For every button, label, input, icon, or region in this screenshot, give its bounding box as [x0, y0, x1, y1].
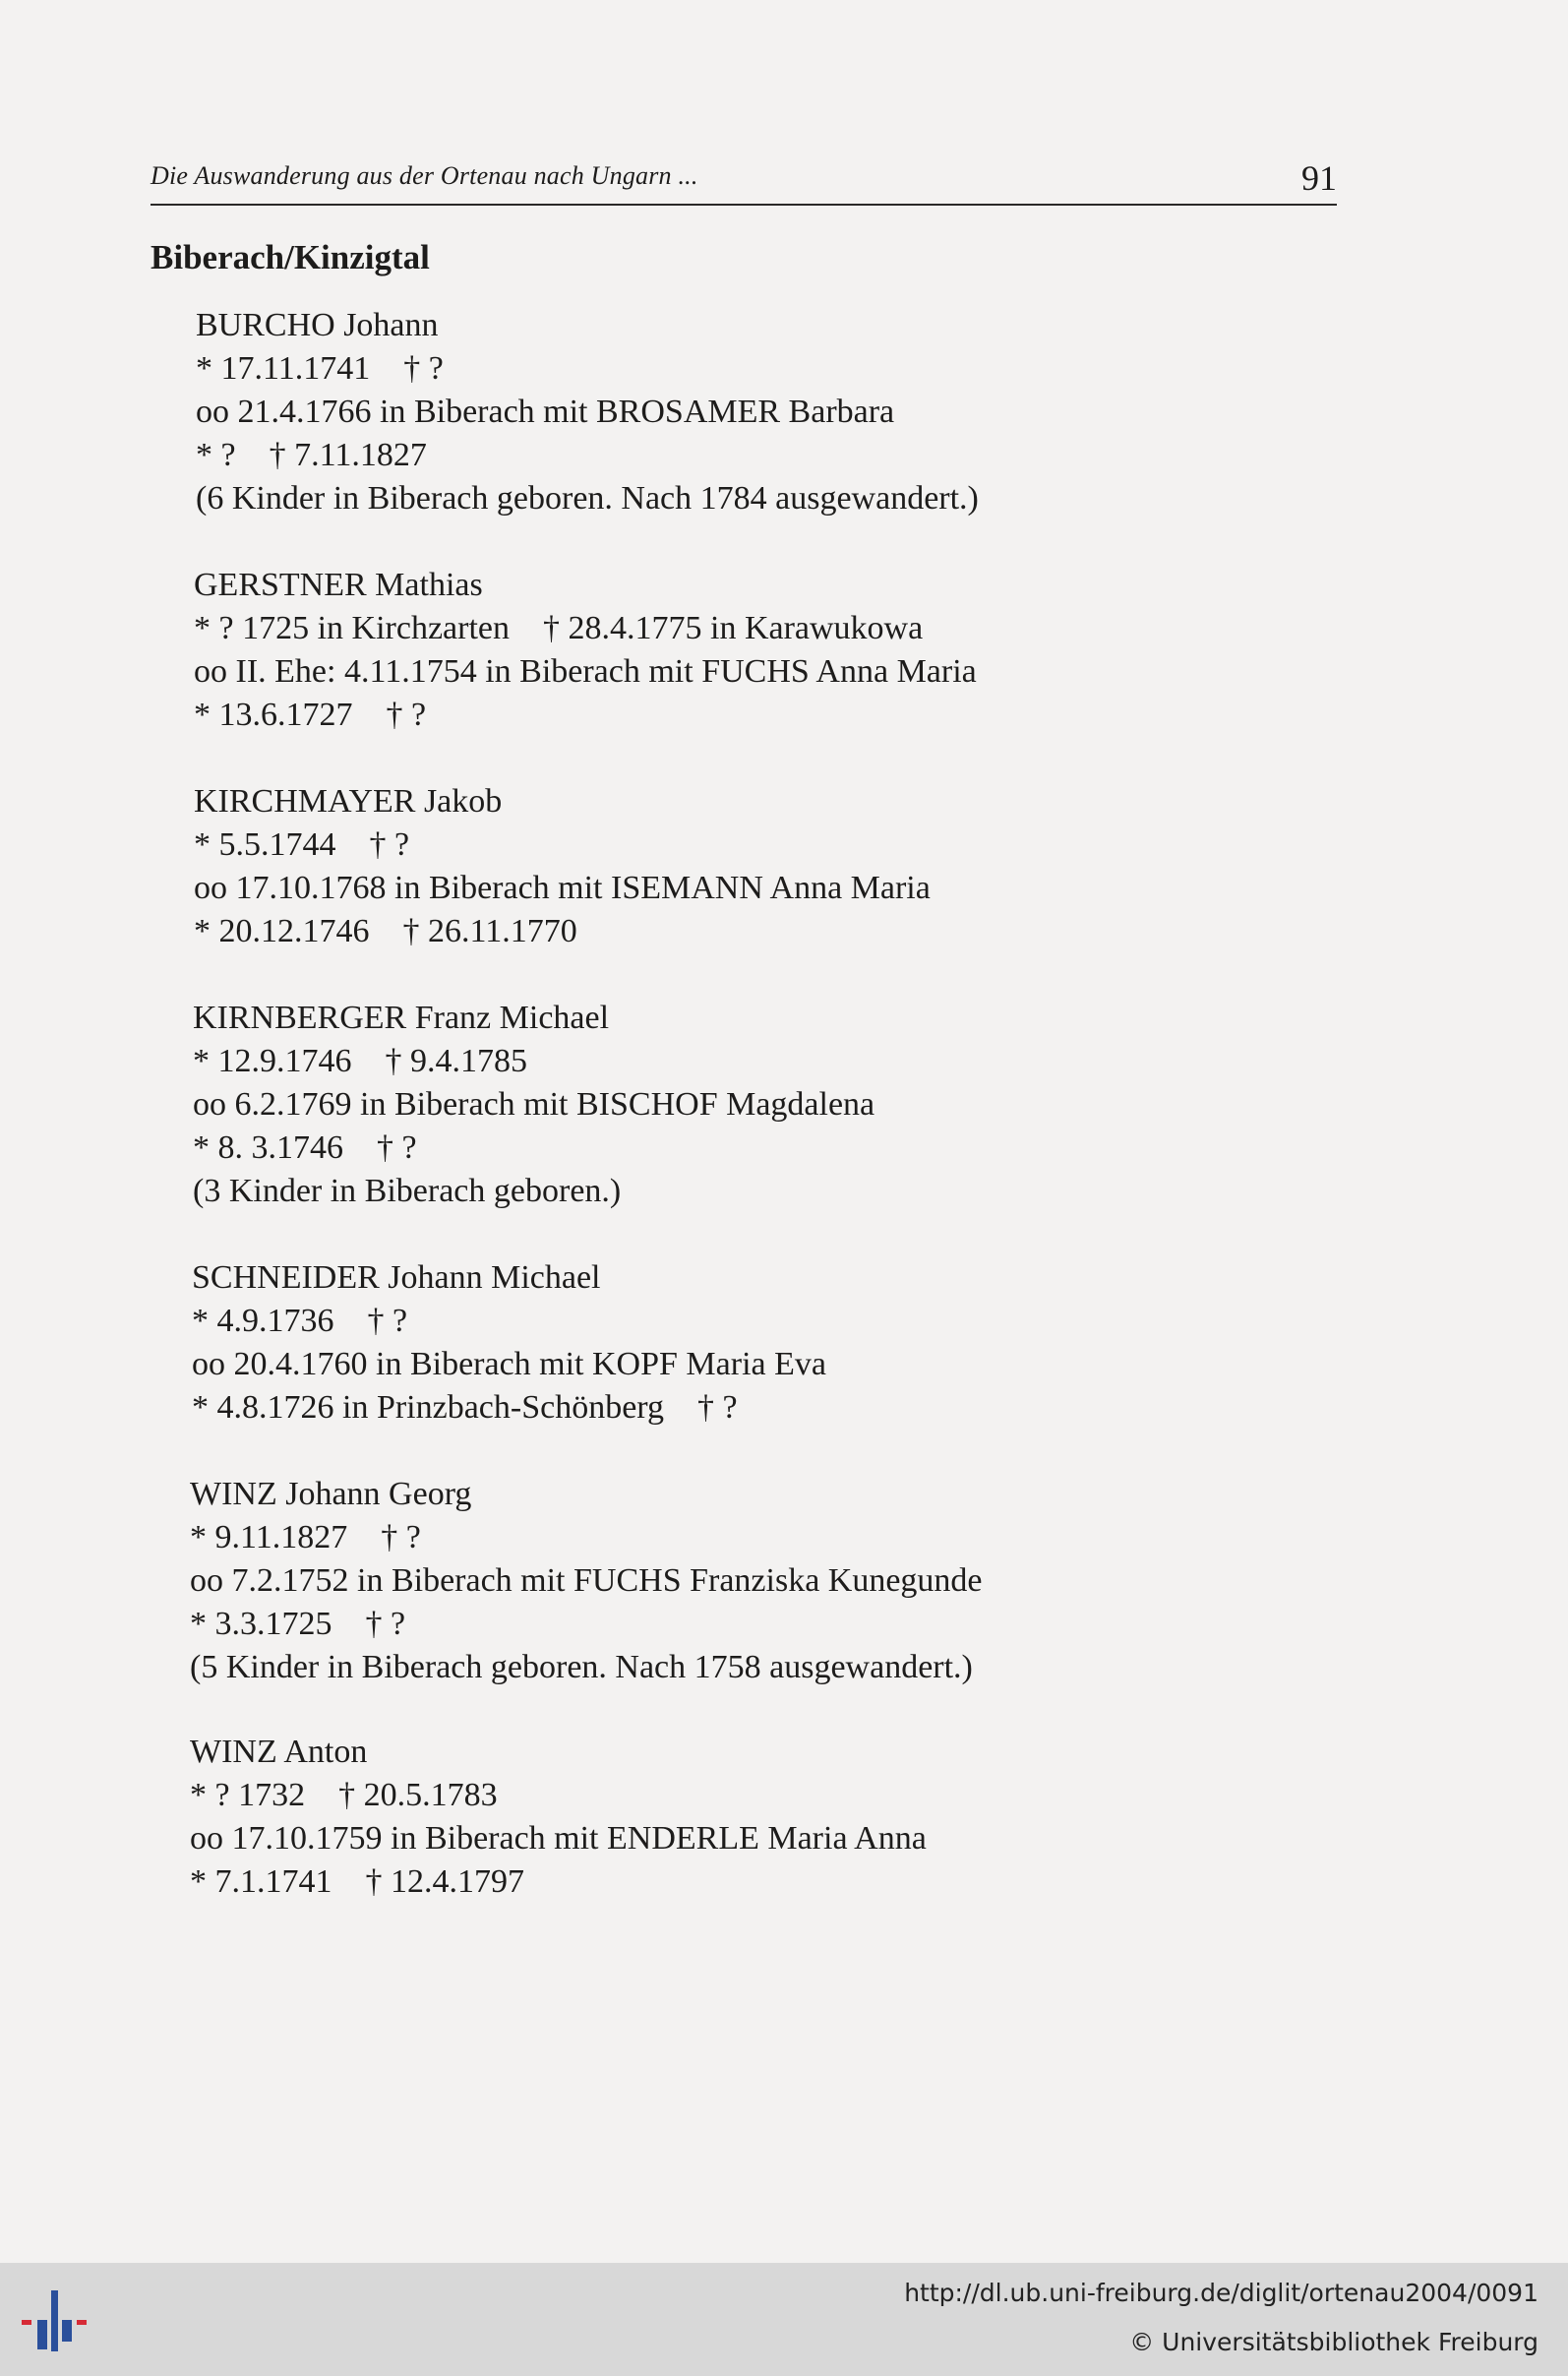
entry-schneider: [192, 1256, 826, 1430]
entry-name: BURCHO Johann: [196, 307, 439, 343]
footer-url-link[interactable]: http://dl.ub.uni-freiburg.de/diglit/ortenau2004/0091: [904, 2279, 1538, 2307]
entry-marriage: oo 21.4.1766 in Biberach mit BROSAMER Barbara: [196, 394, 895, 430]
entry-spouse-dates: * 8. 3.1746 † ?: [193, 1129, 417, 1166]
library-footer: [0, 2263, 1568, 2376]
entry-name: SCHNEIDER Johann Michael: [192, 1259, 601, 1296]
entry-name: WINZ Johann Georg: [190, 1476, 472, 1512]
entry-spouse-dates: * 7.1.1741 † 12.4.1797: [190, 1863, 524, 1900]
entry-note: (5 Kinder in Biberach geboren. Nach 1758 ausgewandert.): [190, 1649, 973, 1685]
entry-name: KIRNBERGER Franz Michael: [193, 1000, 610, 1036]
entry-spouse-dates: * 3.3.1725 † ?: [190, 1606, 406, 1642]
entry-birth-death: * ? 1732 † 20.5.1783: [190, 1777, 498, 1813]
entry-winz-anton: [190, 1731, 927, 1904]
entry-burcho: [196, 304, 979, 520]
entry-winz-johann-georg: [190, 1473, 983, 1689]
entry-spouse-dates: * 4.8.1726 in Prinzbach-Schönberg † ?: [192, 1389, 738, 1426]
entry-marriage: oo 17.10.1759 in Biberach mit ENDERLE Maria Anna: [190, 1820, 927, 1857]
entry-name: GERSTNER Mathias: [194, 567, 483, 603]
entry-birth-death: * 4.9.1736 † ?: [192, 1303, 408, 1339]
entry-spouse-dates: * ? † 7.11.1827: [196, 437, 427, 473]
entry-birth-death: * ? 1725 in Kirchzarten † 28.4.1775 in Karawukowa: [194, 610, 924, 646]
entry-birth-death: * 5.5.1744 † ?: [194, 826, 410, 863]
footer-copyright: © Universitätsbibliothek Freiburg: [1129, 2328, 1538, 2356]
entry-spouse-dates: * 20.12.1746 † 26.11.1770: [194, 913, 577, 949]
entry-name: WINZ Anton: [190, 1734, 368, 1770]
entry-kirnberger: [193, 997, 874, 1213]
entry-birth-death: * 12.9.1746 † 9.4.1785: [193, 1043, 527, 1079]
entry-marriage: oo 20.4.1760 in Biberach mit KOPF Maria Eva: [192, 1346, 826, 1382]
entry-marriage: oo 17.10.1768 in Biberach mit ISEMANN Anna Maria: [194, 870, 931, 906]
ub-freiburg-logo-icon: [20, 2283, 98, 2361]
entry-spouse-dates: * 13.6.1727 † ?: [194, 697, 427, 733]
running-head: [151, 157, 1337, 205]
entry-marriage: oo II. Ehe: 4.11.1754 in Biberach mit FUCHS Anna Maria: [194, 653, 977, 690]
entry-note: (3 Kinder in Biberach geboren.): [193, 1173, 622, 1209]
entry-marriage: oo 7.2.1752 in Biberach mit FUCHS Franziska Kunegunde: [190, 1562, 983, 1599]
section-title: Biberach/Kinzigtal: [151, 238, 430, 276]
header-rule: [151, 204, 1337, 206]
entry-name: KIRCHMAYER Jakob: [194, 783, 503, 820]
page-number: 91: [1301, 158, 1337, 198]
entry-note: (6 Kinder in Biberach geboren. Nach 1784 ausgewandert.): [196, 480, 979, 517]
running-title: Die Auswanderung aus der Ortenau nach Ungarn ...: [151, 161, 698, 190]
entry-kirchmayer: [194, 780, 931, 953]
entry-gerstner: [194, 564, 977, 737]
entry-birth-death: * 9.11.1827 † ?: [190, 1519, 421, 1555]
entry-marriage: oo 6.2.1769 in Biberach mit BISCHOF Magdalena: [193, 1086, 875, 1123]
entry-birth-death: * 17.11.1741 † ?: [196, 350, 444, 387]
